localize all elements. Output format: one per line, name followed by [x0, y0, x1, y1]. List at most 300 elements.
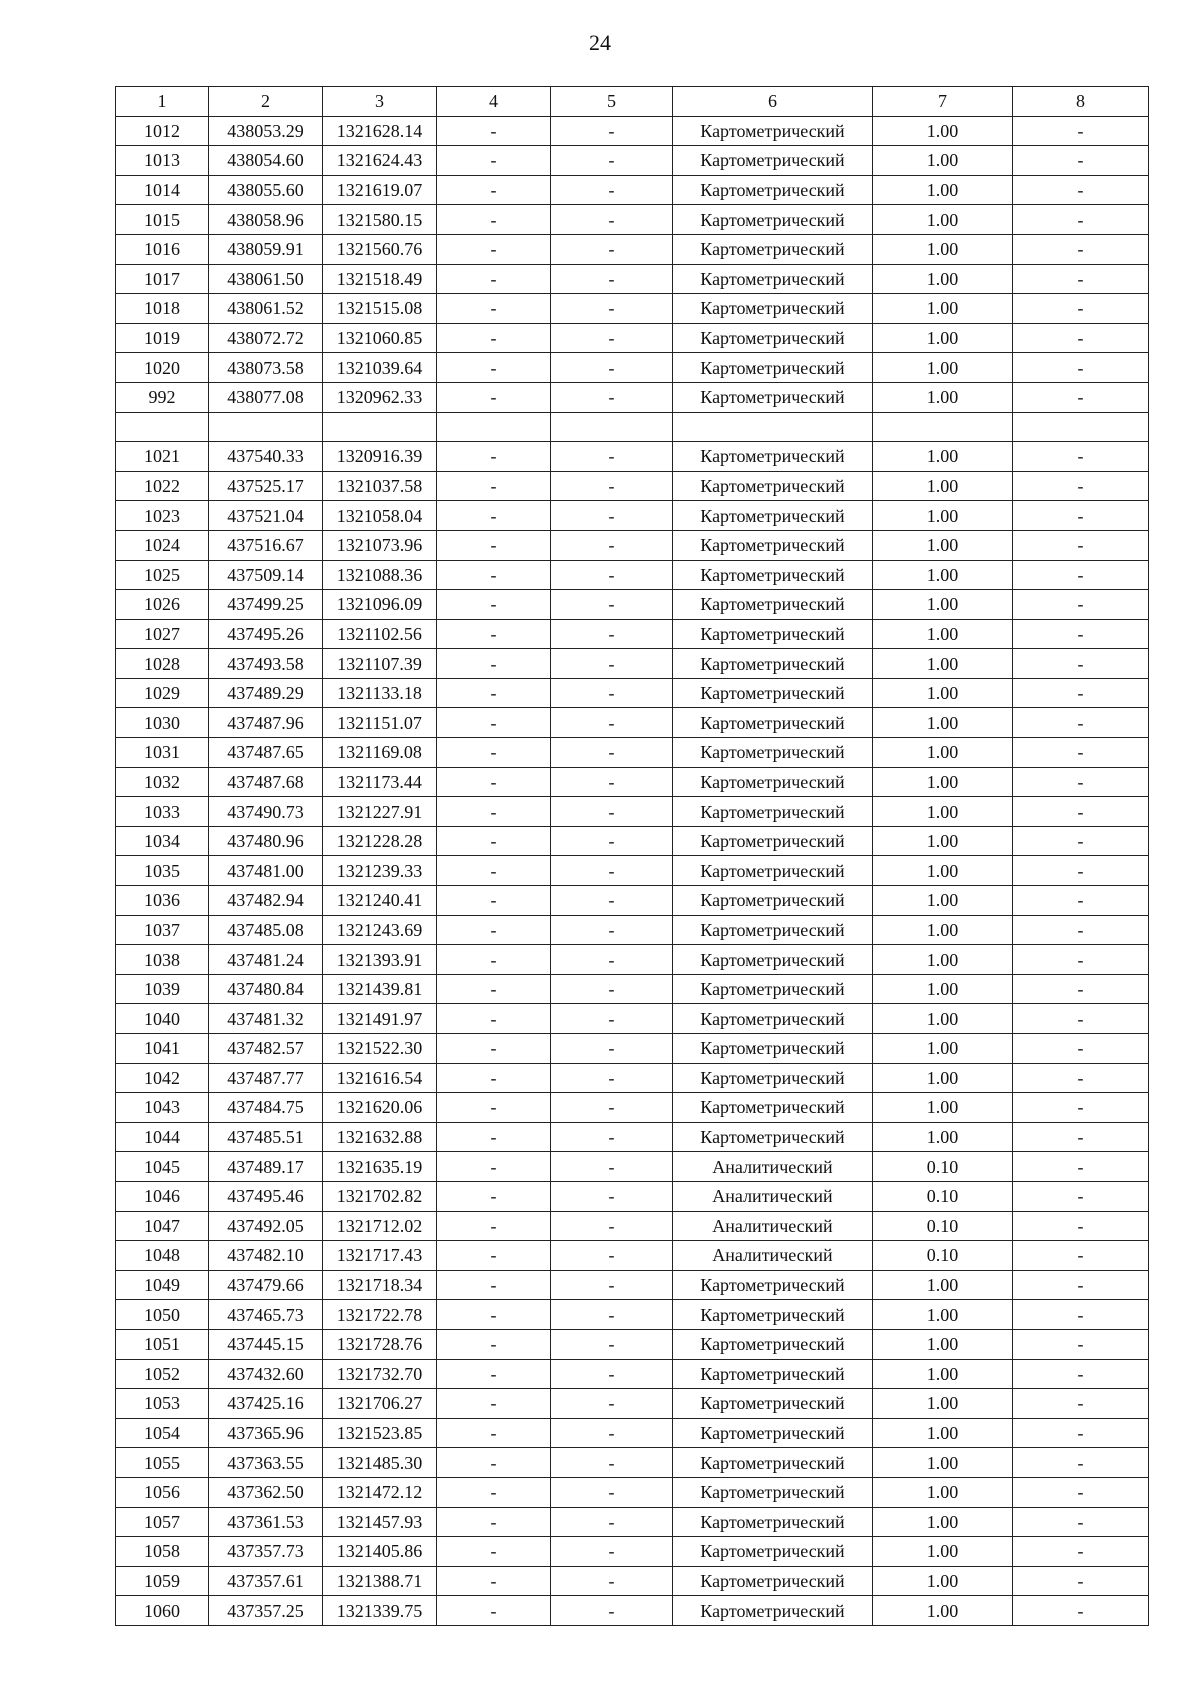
col8-cell: -: [1013, 1004, 1149, 1034]
col5-cell: -: [551, 590, 673, 620]
accuracy-cell: 1.00: [873, 1477, 1013, 1507]
col5-cell: -: [551, 205, 673, 235]
col5-cell: -: [551, 886, 673, 916]
table-row: [116, 205, 1149, 235]
y-coordinate-cell: 1320916.39: [323, 442, 437, 472]
y-coordinate-cell: 1321039.64: [323, 353, 437, 383]
table-row: [116, 353, 1149, 383]
y-coordinate-cell: 1321620.06: [323, 1093, 437, 1123]
method-cell: Картометрический: [673, 1063, 873, 1093]
col4-cell: -: [437, 264, 551, 294]
column-header: 3: [323, 87, 437, 117]
table-row: [116, 116, 1149, 146]
accuracy-cell: 1.00: [873, 797, 1013, 827]
col4-cell: -: [437, 1122, 551, 1152]
method-cell: Картометрический: [673, 1448, 873, 1478]
accuracy-cell: 1.00: [873, 294, 1013, 324]
table-row: [116, 471, 1149, 501]
coordinates-table: [115, 86, 1149, 1626]
method-cell: Картометрический: [673, 205, 873, 235]
accuracy-cell: 1.00: [873, 501, 1013, 531]
col5-cell: -: [551, 974, 673, 1004]
x-coordinate-cell: 437365.96: [209, 1418, 323, 1448]
x-coordinate-cell: 437363.55: [209, 1448, 323, 1478]
point-number-cell: 1024: [116, 530, 209, 560]
point-number-cell: 1028: [116, 649, 209, 679]
col5-cell: -: [551, 442, 673, 472]
col8-cell: -: [1013, 649, 1149, 679]
method-cell: Картометрический: [673, 1034, 873, 1064]
y-coordinate-cell: 1321560.76: [323, 234, 437, 264]
empty-cell: [437, 412, 551, 442]
x-coordinate-cell: 437480.96: [209, 826, 323, 856]
accuracy-cell: 0.10: [873, 1152, 1013, 1182]
col5-cell: -: [551, 175, 673, 205]
table-header-row: [116, 87, 1149, 117]
method-cell: Картометрический: [673, 1389, 873, 1419]
col8-cell: -: [1013, 856, 1149, 886]
method-cell: Картометрический: [673, 590, 873, 620]
y-coordinate-cell: 1321133.18: [323, 678, 437, 708]
accuracy-cell: 1.00: [873, 678, 1013, 708]
x-coordinate-cell: 438061.50: [209, 264, 323, 294]
col4-cell: -: [437, 1004, 551, 1034]
accuracy-cell: 1.00: [873, 974, 1013, 1004]
table-row: [116, 1477, 1149, 1507]
group-separator-row: [116, 412, 1149, 442]
col8-cell: -: [1013, 294, 1149, 324]
x-coordinate-cell: 438054.60: [209, 146, 323, 176]
point-number-cell: 1016: [116, 234, 209, 264]
col5-cell: -: [551, 1300, 673, 1330]
x-coordinate-cell: 438072.72: [209, 323, 323, 353]
y-coordinate-cell: 1321472.12: [323, 1477, 437, 1507]
y-coordinate-cell: 1321718.34: [323, 1270, 437, 1300]
point-number-cell: 1014: [116, 175, 209, 205]
x-coordinate-cell: 438058.96: [209, 205, 323, 235]
accuracy-cell: 1.00: [873, 767, 1013, 797]
table-row: [116, 738, 1149, 768]
col5-cell: -: [551, 1566, 673, 1596]
col5-cell: -: [551, 323, 673, 353]
method-cell: Картометрический: [673, 974, 873, 1004]
method-cell: Картометрический: [673, 856, 873, 886]
point-number-cell: 1027: [116, 619, 209, 649]
col5-cell: -: [551, 116, 673, 146]
x-coordinate-cell: 437487.96: [209, 708, 323, 738]
table-row: [116, 886, 1149, 916]
col8-cell: -: [1013, 1329, 1149, 1359]
col5-cell: -: [551, 1596, 673, 1626]
col4-cell: -: [437, 708, 551, 738]
empty-cell: [673, 412, 873, 442]
x-coordinate-cell: 437487.77: [209, 1063, 323, 1093]
col5-cell: -: [551, 353, 673, 383]
col5-cell: -: [551, 1359, 673, 1389]
table-row: [116, 1004, 1149, 1034]
y-coordinate-cell: 1321616.54: [323, 1063, 437, 1093]
table-row: [116, 590, 1149, 620]
col4-cell: -: [437, 501, 551, 531]
col5-cell: -: [551, 767, 673, 797]
method-cell: Картометрический: [673, 678, 873, 708]
point-number-cell: 1051: [116, 1329, 209, 1359]
y-coordinate-cell: 1321058.04: [323, 501, 437, 531]
table-row: [116, 945, 1149, 975]
x-coordinate-cell: 437521.04: [209, 501, 323, 531]
col4-cell: -: [437, 1300, 551, 1330]
x-coordinate-cell: 437516.67: [209, 530, 323, 560]
table-row: [116, 1448, 1149, 1478]
x-coordinate-cell: 438053.29: [209, 116, 323, 146]
table-row: [116, 1181, 1149, 1211]
method-cell: Картометрический: [673, 175, 873, 205]
col4-cell: -: [437, 1537, 551, 1567]
col4-cell: -: [437, 175, 551, 205]
method-cell: Картометрический: [673, 826, 873, 856]
column-header: 1: [116, 87, 209, 117]
table-row: [116, 678, 1149, 708]
accuracy-cell: 1.00: [873, 353, 1013, 383]
method-cell: Картометрический: [673, 1329, 873, 1359]
col8-cell: -: [1013, 1270, 1149, 1300]
method-cell: Картометрический: [673, 708, 873, 738]
column-header: 6: [673, 87, 873, 117]
col5-cell: -: [551, 708, 673, 738]
accuracy-cell: 1.00: [873, 915, 1013, 945]
point-number-cell: 1032: [116, 767, 209, 797]
y-coordinate-cell: 1321173.44: [323, 767, 437, 797]
accuracy-cell: 1.00: [873, 708, 1013, 738]
table-row: [116, 294, 1149, 324]
y-coordinate-cell: 1321228.28: [323, 826, 437, 856]
x-coordinate-cell: 437357.25: [209, 1596, 323, 1626]
method-cell: Картометрический: [673, 1122, 873, 1152]
table-row: [116, 1211, 1149, 1241]
col5-cell: -: [551, 678, 673, 708]
accuracy-cell: 1.00: [873, 590, 1013, 620]
col4-cell: -: [437, 1448, 551, 1478]
col5-cell: -: [551, 1389, 673, 1419]
accuracy-cell: 1.00: [873, 205, 1013, 235]
col4-cell: -: [437, 797, 551, 827]
method-cell: Картометрический: [673, 323, 873, 353]
x-coordinate-cell: 437481.00: [209, 856, 323, 886]
col5-cell: -: [551, 856, 673, 886]
column-header: 2: [209, 87, 323, 117]
column-header: 7: [873, 87, 1013, 117]
table-row: [116, 1122, 1149, 1152]
accuracy-cell: 0.10: [873, 1181, 1013, 1211]
y-coordinate-cell: 1321457.93: [323, 1507, 437, 1537]
y-coordinate-cell: 1321151.07: [323, 708, 437, 738]
y-coordinate-cell: 1321523.85: [323, 1418, 437, 1448]
point-number-cell: 1034: [116, 826, 209, 856]
table-row: [116, 1152, 1149, 1182]
col5-cell: -: [551, 294, 673, 324]
y-coordinate-cell: 1321243.69: [323, 915, 437, 945]
x-coordinate-cell: 437499.25: [209, 590, 323, 620]
col5-cell: -: [551, 264, 673, 294]
col4-cell: -: [437, 649, 551, 679]
x-coordinate-cell: 437490.73: [209, 797, 323, 827]
method-cell: Картометрический: [673, 234, 873, 264]
col8-cell: -: [1013, 1359, 1149, 1389]
y-coordinate-cell: 1321624.43: [323, 146, 437, 176]
col5-cell: -: [551, 1418, 673, 1448]
col8-cell: -: [1013, 1448, 1149, 1478]
col5-cell: -: [551, 826, 673, 856]
col5-cell: -: [551, 797, 673, 827]
point-number-cell: 1013: [116, 146, 209, 176]
point-number-cell: 1042: [116, 1063, 209, 1093]
x-coordinate-cell: 437361.53: [209, 1507, 323, 1537]
col4-cell: -: [437, 1181, 551, 1211]
col4-cell: -: [437, 974, 551, 1004]
empty-cell: [1013, 412, 1149, 442]
method-cell: Картометрический: [673, 915, 873, 945]
y-coordinate-cell: 1321107.39: [323, 649, 437, 679]
y-coordinate-cell: 1321491.97: [323, 1004, 437, 1034]
col8-cell: -: [1013, 678, 1149, 708]
col8-cell: -: [1013, 146, 1149, 176]
col8-cell: -: [1013, 205, 1149, 235]
col8-cell: -: [1013, 1477, 1149, 1507]
accuracy-cell: 1.00: [873, 471, 1013, 501]
table-row: [116, 1359, 1149, 1389]
x-coordinate-cell: 437487.65: [209, 738, 323, 768]
col8-cell: -: [1013, 826, 1149, 856]
point-number-cell: 1022: [116, 471, 209, 501]
table-body: [116, 116, 1149, 1625]
point-number-cell: 1030: [116, 708, 209, 738]
accuracy-cell: 0.10: [873, 1211, 1013, 1241]
col8-cell: -: [1013, 886, 1149, 916]
y-coordinate-cell: 1321635.19: [323, 1152, 437, 1182]
accuracy-cell: 1.00: [873, 1034, 1013, 1064]
col5-cell: -: [551, 1448, 673, 1478]
accuracy-cell: 1.00: [873, 1507, 1013, 1537]
col5-cell: -: [551, 1241, 673, 1271]
method-cell: Аналитический: [673, 1241, 873, 1271]
point-number-cell: 992: [116, 382, 209, 412]
col8-cell: -: [1013, 590, 1149, 620]
point-number-cell: 1057: [116, 1507, 209, 1537]
x-coordinate-cell: 437489.29: [209, 678, 323, 708]
col8-cell: -: [1013, 442, 1149, 472]
y-coordinate-cell: 1321169.08: [323, 738, 437, 768]
table-row: [116, 146, 1149, 176]
accuracy-cell: 1.00: [873, 1389, 1013, 1419]
accuracy-cell: 1.00: [873, 146, 1013, 176]
col8-cell: -: [1013, 382, 1149, 412]
col8-cell: -: [1013, 708, 1149, 738]
point-number-cell: 1017: [116, 264, 209, 294]
point-number-cell: 1060: [116, 1596, 209, 1626]
table-row: [116, 708, 1149, 738]
table-row: [116, 175, 1149, 205]
x-coordinate-cell: 437540.33: [209, 442, 323, 472]
col4-cell: -: [437, 1329, 551, 1359]
col4-cell: -: [437, 1034, 551, 1064]
method-cell: Аналитический: [673, 1211, 873, 1241]
point-number-cell: 1053: [116, 1389, 209, 1419]
col5-cell: -: [551, 471, 673, 501]
method-cell: Картометрический: [673, 1270, 873, 1300]
col8-cell: -: [1013, 945, 1149, 975]
col4-cell: -: [437, 767, 551, 797]
method-cell: Картометрический: [673, 530, 873, 560]
col5-cell: -: [551, 501, 673, 531]
col8-cell: -: [1013, 560, 1149, 590]
point-number-cell: 1036: [116, 886, 209, 916]
col8-cell: -: [1013, 501, 1149, 531]
accuracy-cell: 1.00: [873, 1004, 1013, 1034]
col5-cell: -: [551, 915, 673, 945]
point-number-cell: 1059: [116, 1566, 209, 1596]
col5-cell: -: [551, 1211, 673, 1241]
x-coordinate-cell: 437525.17: [209, 471, 323, 501]
table-row: [116, 1389, 1149, 1419]
method-cell: Картометрический: [673, 1477, 873, 1507]
method-cell: Картометрический: [673, 797, 873, 827]
col5-cell: -: [551, 1004, 673, 1034]
col5-cell: -: [551, 560, 673, 590]
y-coordinate-cell: 1321439.81: [323, 974, 437, 1004]
y-coordinate-cell: 1321518.49: [323, 264, 437, 294]
x-coordinate-cell: 437357.61: [209, 1566, 323, 1596]
col4-cell: -: [437, 1063, 551, 1093]
table-row: [116, 501, 1149, 531]
accuracy-cell: 1.00: [873, 323, 1013, 353]
method-cell: Картометрический: [673, 501, 873, 531]
x-coordinate-cell: 437481.24: [209, 945, 323, 975]
method-cell: Картометрический: [673, 619, 873, 649]
col8-cell: -: [1013, 1063, 1149, 1093]
table-row: [116, 323, 1149, 353]
method-cell: Картометрический: [673, 1359, 873, 1389]
point-number-cell: 1040: [116, 1004, 209, 1034]
point-number-cell: 1054: [116, 1418, 209, 1448]
col4-cell: -: [437, 530, 551, 560]
table-row: [116, 560, 1149, 590]
y-coordinate-cell: 1321728.76: [323, 1329, 437, 1359]
col4-cell: -: [437, 1477, 551, 1507]
table-row: [116, 530, 1149, 560]
method-cell: Картометрический: [673, 767, 873, 797]
col4-cell: -: [437, 856, 551, 886]
col4-cell: -: [437, 915, 551, 945]
col4-cell: -: [437, 146, 551, 176]
col5-cell: -: [551, 382, 673, 412]
col5-cell: -: [551, 1537, 673, 1567]
col8-cell: -: [1013, 767, 1149, 797]
method-cell: Картометрический: [673, 560, 873, 590]
col5-cell: -: [551, 1507, 673, 1537]
col5-cell: -: [551, 619, 673, 649]
table-row: [116, 856, 1149, 886]
table-row: [116, 442, 1149, 472]
x-coordinate-cell: 437484.75: [209, 1093, 323, 1123]
accuracy-cell: 1.00: [873, 1093, 1013, 1123]
empty-cell: [116, 412, 209, 442]
y-coordinate-cell: 1321073.96: [323, 530, 437, 560]
method-cell: Картометрический: [673, 1004, 873, 1034]
point-number-cell: 1039: [116, 974, 209, 1004]
col5-cell: -: [551, 1093, 673, 1123]
col8-cell: -: [1013, 1181, 1149, 1211]
col4-cell: -: [437, 1270, 551, 1300]
point-number-cell: 1025: [116, 560, 209, 590]
y-coordinate-cell: 1321037.58: [323, 471, 437, 501]
accuracy-cell: 1.00: [873, 1418, 1013, 1448]
table-row: [116, 1093, 1149, 1123]
x-coordinate-cell: 438061.52: [209, 294, 323, 324]
accuracy-cell: 1.00: [873, 560, 1013, 590]
col4-cell: -: [437, 294, 551, 324]
col4-cell: -: [437, 442, 551, 472]
point-number-cell: 1056: [116, 1477, 209, 1507]
point-number-cell: 1033: [116, 797, 209, 827]
col4-cell: -: [437, 560, 551, 590]
method-cell: Картометрический: [673, 1093, 873, 1123]
method-cell: Картометрический: [673, 945, 873, 975]
method-cell: Картометрический: [673, 738, 873, 768]
point-number-cell: 1015: [116, 205, 209, 235]
x-coordinate-cell: 437485.51: [209, 1122, 323, 1152]
col4-cell: -: [437, 590, 551, 620]
col8-cell: -: [1013, 264, 1149, 294]
col5-cell: -: [551, 1270, 673, 1300]
accuracy-cell: 1.00: [873, 116, 1013, 146]
point-number-cell: 1031: [116, 738, 209, 768]
y-coordinate-cell: 1321632.88: [323, 1122, 437, 1152]
method-cell: Аналитический: [673, 1152, 873, 1182]
x-coordinate-cell: 437362.50: [209, 1477, 323, 1507]
point-number-cell: 1041: [116, 1034, 209, 1064]
col4-cell: -: [437, 1211, 551, 1241]
y-coordinate-cell: 1321102.56: [323, 619, 437, 649]
y-coordinate-cell: 1321485.30: [323, 1448, 437, 1478]
col5-cell: -: [551, 1034, 673, 1064]
empty-cell: [551, 412, 673, 442]
x-coordinate-cell: 437495.26: [209, 619, 323, 649]
col8-cell: -: [1013, 323, 1149, 353]
col8-cell: -: [1013, 738, 1149, 768]
col8-cell: -: [1013, 1093, 1149, 1123]
col8-cell: -: [1013, 1152, 1149, 1182]
table-row: [116, 619, 1149, 649]
y-coordinate-cell: 1321096.09: [323, 590, 437, 620]
empty-cell: [873, 412, 1013, 442]
y-coordinate-cell: 1321339.75: [323, 1596, 437, 1626]
col5-cell: -: [551, 1329, 673, 1359]
col4-cell: -: [437, 1566, 551, 1596]
col8-cell: -: [1013, 1507, 1149, 1537]
accuracy-cell: 1.00: [873, 1448, 1013, 1478]
table-row: [116, 1329, 1149, 1359]
x-coordinate-cell: 438077.08: [209, 382, 323, 412]
col4-cell: -: [437, 1389, 551, 1419]
point-number-cell: 1038: [116, 945, 209, 975]
x-coordinate-cell: 437481.32: [209, 1004, 323, 1034]
y-coordinate-cell: 1321060.85: [323, 323, 437, 353]
point-number-cell: 1043: [116, 1093, 209, 1123]
table-row: [116, 1537, 1149, 1567]
column-header: 5: [551, 87, 673, 117]
method-cell: Картометрический: [673, 886, 873, 916]
col8-cell: -: [1013, 915, 1149, 945]
